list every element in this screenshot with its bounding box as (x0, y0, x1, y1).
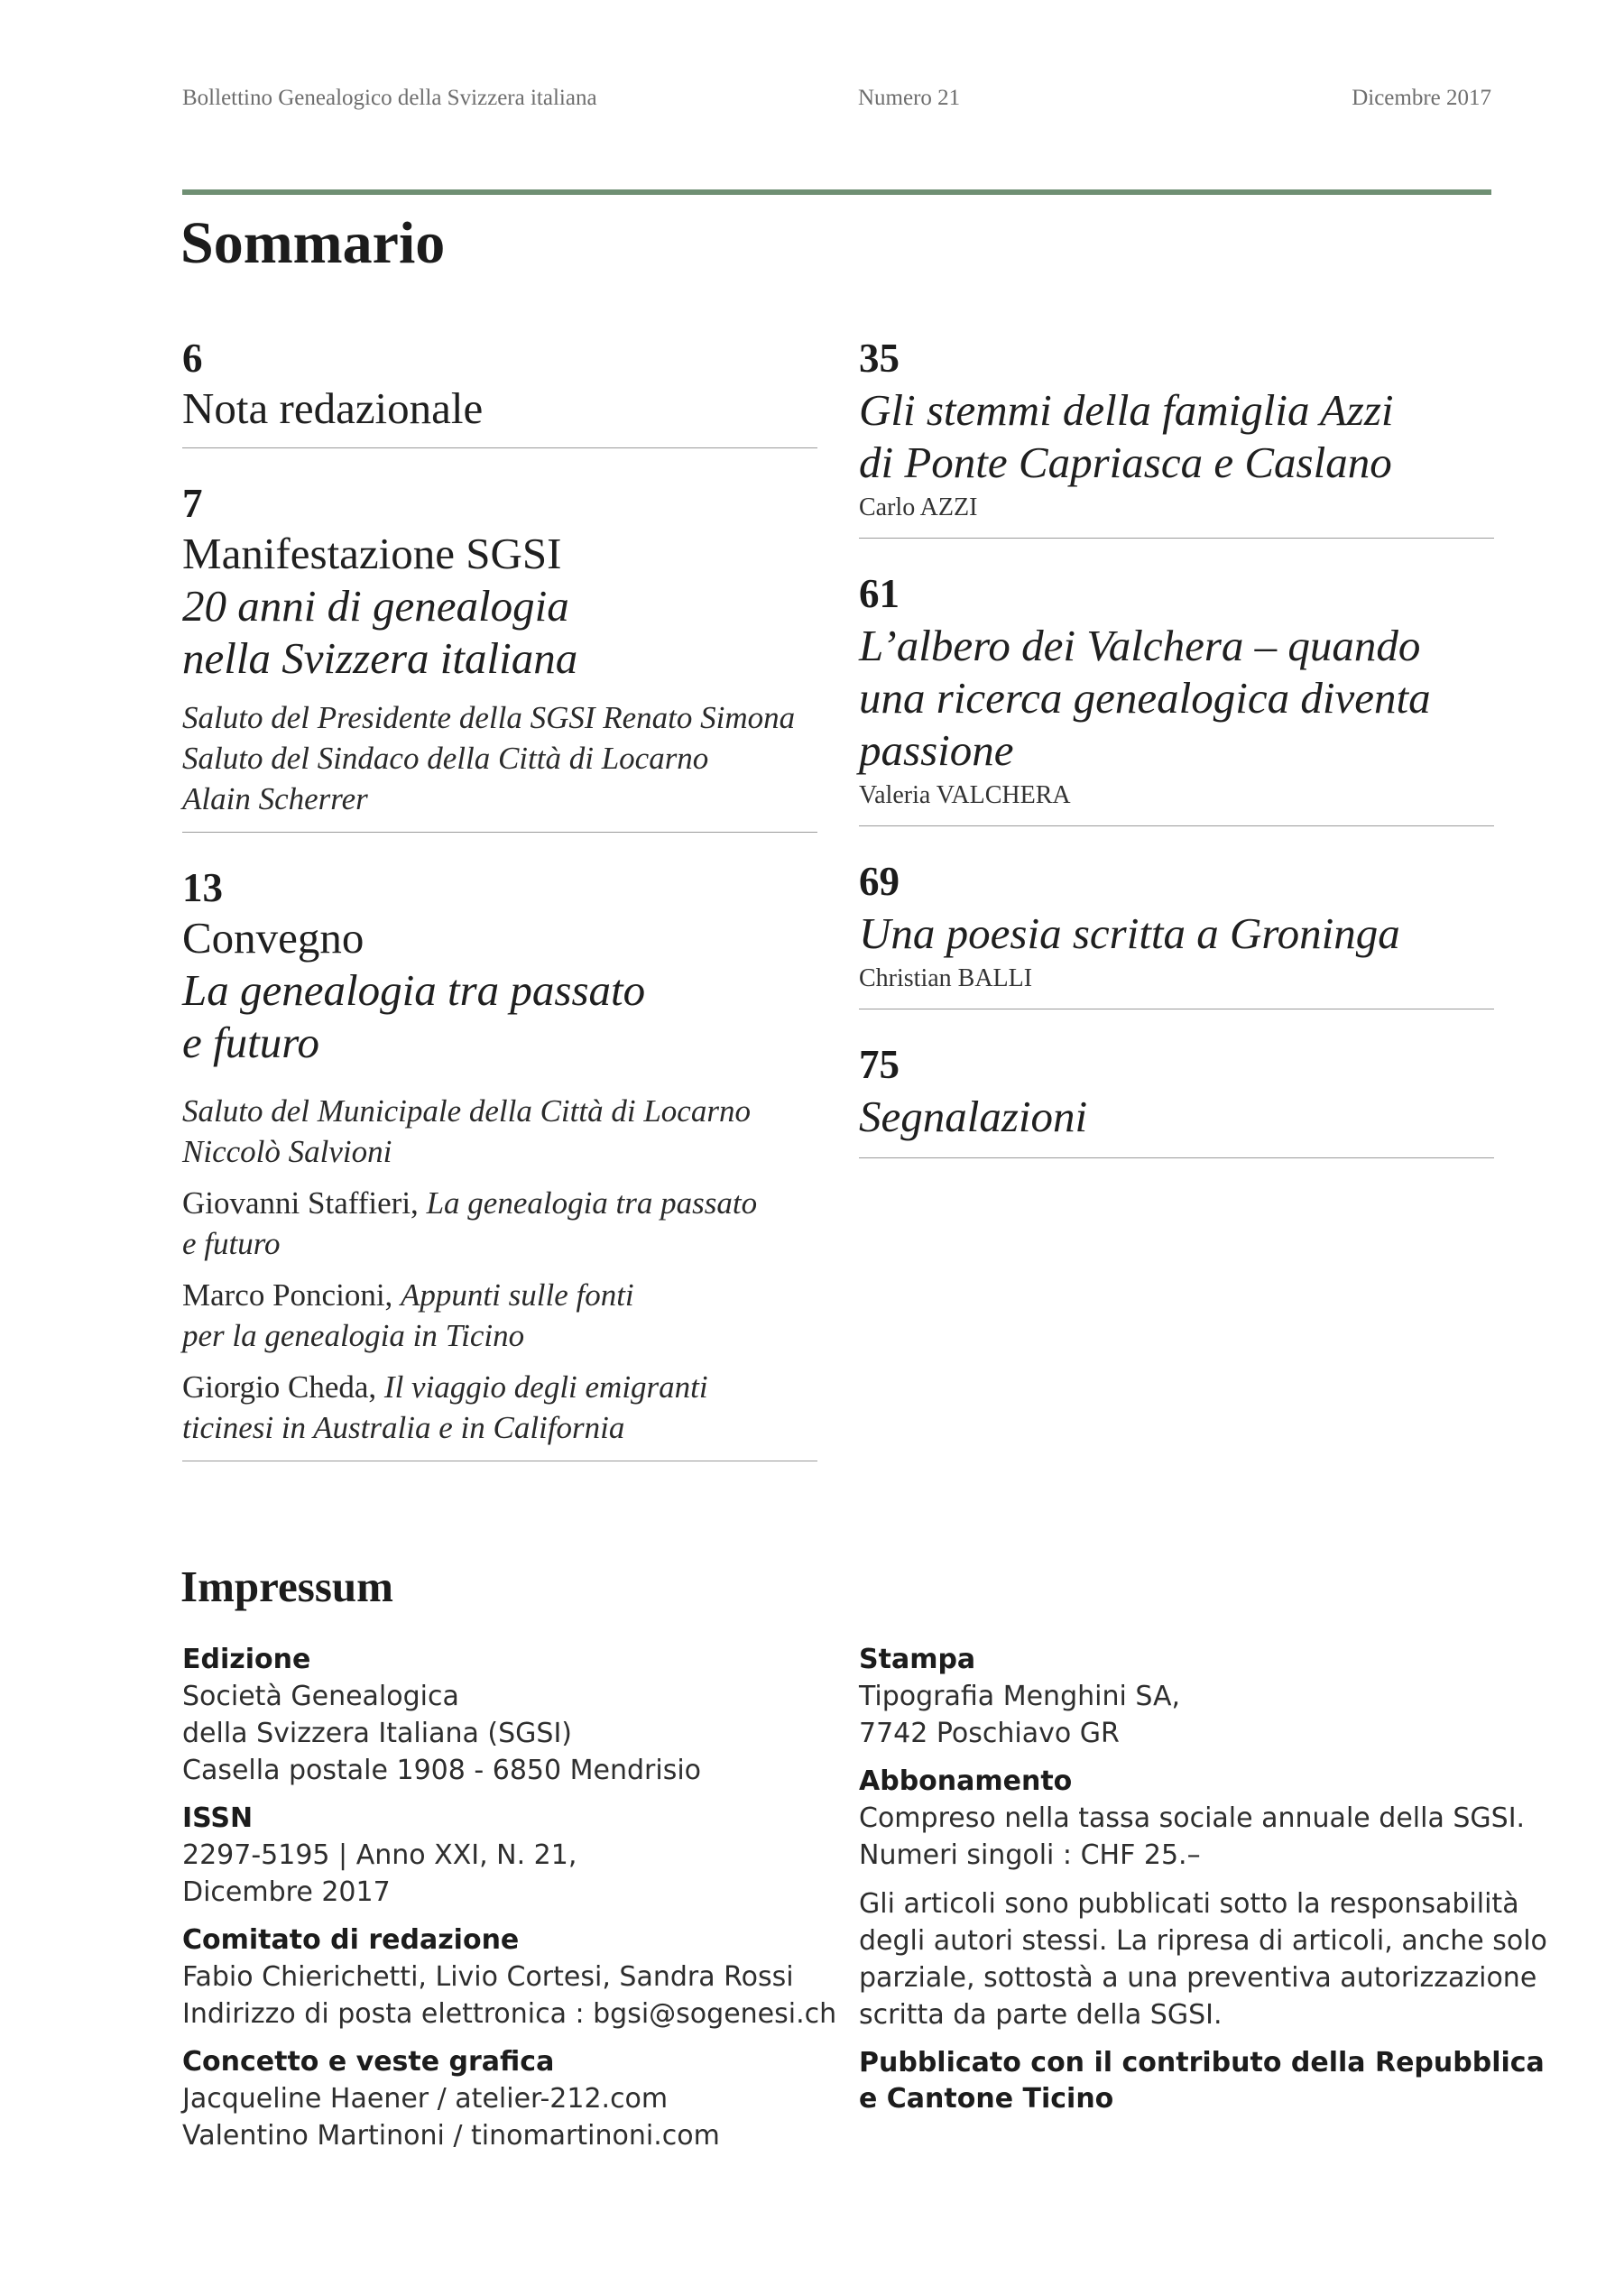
contribution (182, 1275, 817, 1356)
disclaimer-line: degli autori stessi. La ripresa di articoli, anche solo (859, 1925, 1547, 1957)
page-number: 75 (859, 1042, 900, 1087)
toc-entry[interactable] (859, 336, 1494, 539)
impressum-line: Valentino Martinoni / tinomartinoni.com (182, 2120, 720, 2152)
contribution-title: e futuro (182, 1226, 281, 1261)
running-header-date: Dicembre 2017 (1352, 86, 1491, 110)
disclaimer-line: Gli articoli sono pubblicati sotto la responsabilità (859, 1888, 1519, 1920)
contribution-author: Giovanni Staffieri, (182, 1185, 419, 1221)
entry-author: Valeria VALCHERA (859, 781, 1071, 809)
email-line: Indirizzo di posta elettronica : bgsi@sogenesi.ch (182, 1998, 837, 2030)
impressum-label: Comitato di redazione (182, 1924, 520, 1956)
entry-note: Alain Scherrer (182, 781, 368, 816)
impressum-title: Impressum (180, 1562, 393, 1611)
impressum-line: della Svizzera Italiana (SGSI) (182, 1718, 572, 1749)
impressum-block-grafica (182, 2044, 836, 2154)
impressum-block-abbonamento (859, 1764, 1547, 1874)
impressum-label: Abbonamento (859, 1765, 1073, 1797)
impressum-line: 2297-5195 | Anno XXI, N. 21, (182, 1839, 577, 1871)
impressum-line: Compreso nella tassa sociale annuale della SGSI. (859, 1802, 1526, 1834)
page-number: 61 (859, 571, 900, 616)
toc-entry[interactable] (182, 865, 817, 1461)
entry-note: Saluto del Sindaco della Città di Locarno (182, 741, 709, 776)
entry-title: passione (859, 725, 1014, 775)
toc-entry[interactable] (859, 571, 1494, 826)
impressum-line: Fabio Chierichetti, Livio Cortesi, Sandra Rossi (182, 1961, 794, 1993)
contribution-title: per la genealogia in Ticino (182, 1318, 525, 1353)
impressum-right-column (859, 1642, 1547, 2129)
impressum-block-stampa (859, 1642, 1547, 1752)
entry-subtitle: 20 anni di genealogia (182, 581, 569, 631)
contribution-author: Marco Poncioni, (182, 1277, 393, 1313)
impressum-label: Pubblicato con il contributo della Repubblica (859, 2047, 1545, 2078)
entry-title: Manifestazione SGSI (182, 529, 562, 578)
entry-title: Gli stemmi della famiglia Azzi (859, 385, 1394, 435)
impressum-label: e Cantone Ticino (859, 2083, 1114, 2115)
contribution-title: Appunti sulle fonti (401, 1277, 634, 1313)
toc-left-column (182, 336, 817, 1461)
toc-entry[interactable] (859, 859, 1494, 1009)
toc-entry[interactable] (182, 336, 817, 448)
impressum-block-disclaimer (859, 1885, 1547, 2033)
impressum-label: Stampa (859, 1644, 976, 1675)
contribution-author: Giorgio Cheda, (182, 1369, 377, 1405)
impressum-line: Tipografia Menghini SA, (859, 1681, 1181, 1712)
impressum-block-edizione (182, 1642, 836, 1789)
impressum-label: Concetto e veste grafica (182, 2046, 555, 2078)
disclaimer-line: scritta da parte della SGSI. (859, 1999, 1223, 2031)
impressum-block-comitato (182, 1922, 836, 2032)
entry-note: Saluto del Presidente della SGSI Renato Simona (182, 700, 796, 735)
entry-note: Niccolò Salvioni (182, 1134, 392, 1169)
toc-entry[interactable] (859, 1042, 1494, 1158)
entry-subtitle: e futuro (182, 1018, 319, 1067)
entry-note: Saluto del Municipale della Città di Locarno (182, 1093, 751, 1129)
page-number: 35 (859, 336, 900, 381)
impressum-line: Jacqueline Haener / atelier-212.com (182, 2083, 669, 2115)
impressum-block-contributo (859, 2045, 1547, 2117)
page-number: 6 (182, 336, 203, 381)
disclaimer-line: parziale, sottostà a una preventiva autorizzazione (859, 1962, 1537, 1994)
sommario-title: Sommario (180, 210, 446, 276)
toc-entry[interactable] (182, 481, 817, 833)
contribution (182, 1183, 817, 1264)
toc-right-column (859, 336, 1494, 1158)
impressum-block-issn (182, 1801, 836, 1911)
running-header-publication: Bollettino Genealogico della Svizzera italiana (182, 86, 597, 110)
entry-title: di Ponte Capriasca e Caslano (859, 438, 1392, 487)
section-divider (182, 189, 1491, 195)
contribution-title: Il viaggio degli emigranti (383, 1369, 708, 1405)
entry-title: una ricerca genealogica diventa (859, 673, 1431, 723)
entry-title: Una poesia scritta a Groninga (859, 908, 1400, 958)
entry-author: Carlo AZZI (859, 493, 978, 521)
entry-subtitle: La genealogia tra passato (182, 965, 646, 1015)
running-header-issue: Numero 21 (858, 86, 961, 110)
contribution (182, 1367, 817, 1448)
page-number: 69 (859, 859, 900, 904)
entry-title: Nota redazionale (182, 383, 484, 433)
impressum-line: Numeri singoli : CHF 25.– (859, 1839, 1201, 1871)
impressum-label: ISSN (182, 1802, 254, 1834)
impressum-left-column (182, 1642, 836, 2166)
impressum-label: Edizione (182, 1644, 311, 1675)
entry-title: Segnalazioni (859, 1092, 1088, 1141)
entry-subtitle: nella Svizzera italiana (182, 633, 578, 683)
impressum-line: Casella postale 1908 - 6850 Mendrisio (182, 1755, 702, 1786)
impressum-line: 7742 Poschiavo GR (859, 1718, 1120, 1749)
contribution-title: ticinesi in Australia e in California (182, 1410, 625, 1445)
page-number: 13 (182, 865, 223, 910)
entry-title: Convegno (182, 913, 364, 963)
entry-title: L’albero dei Valchera – quando (859, 621, 1421, 670)
contribution-title: La genealogia tra passato (426, 1185, 758, 1221)
impressum-line: Dicembre 2017 (182, 1876, 391, 1908)
impressum-line: Società Genealogica (182, 1681, 459, 1712)
page-number: 7 (182, 481, 203, 526)
entry-author: Christian BALLI (859, 964, 1033, 992)
